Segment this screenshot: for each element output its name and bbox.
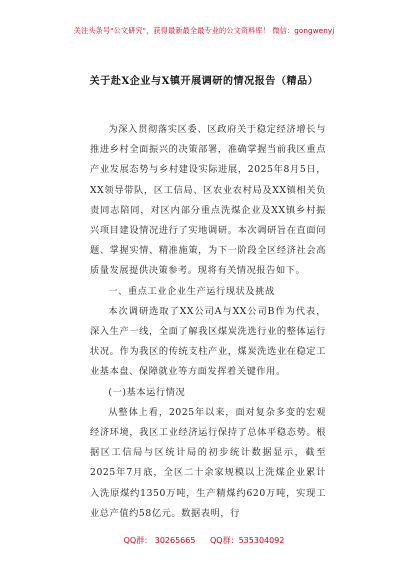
body-paragraph: 本次调研选取了XX公司A与XX公司B作为代表，深入生产一线，全面了解我区煤炭洗选行业的整体运行状况。作为我区的传统支柱产业，煤炭洗选业在稳定工业基本盘、保障就业等方面发挥着关键作用。: [90, 305, 326, 378]
intro-paragraph: 为深入贯彻落实区委、区政府关于稳定经济增长与推进乡村全面振兴的决策部署，准确掌握当前我区重点产业发展态势与乡村建设实际进展，2025年8月5日，XX领导带队，区工信局、区农业农村局及XX镇相关负责同志陪同，对区内部分重点洗煤企业及XX镇乡村振兴项目建设情况进行了实地调研。本次调研旨在直面问题、掌握实情、精准施策，为下一阶段全区经济社会高质量发展提供决策参考。现将有关情况报告如下。: [90, 124, 326, 277]
document-body: [90, 120, 326, 524]
footer-qq-group-1: QQ群： 30265665: [123, 536, 196, 545]
subsection-heading: (一)基本运行情况: [108, 386, 186, 398]
footer-qq-group-2: QQ群：535304092: [210, 536, 285, 545]
section-heading: 一、重点工业企业生产运行现状及挑战: [108, 285, 275, 297]
footer-contacts: [0, 535, 408, 546]
promo-banner: 关注头条号"公文研究"，获得最新最全最专业的公文资料库！ 微信：gongwenyj: [73, 26, 335, 35]
document-title: 关于赴X企业与X镇开展调研的情况报告（精品）: [89, 76, 319, 87]
body-paragraph: 从整体上看，2025年以来，面对复杂多变的宏观经济环境，我区工业经济运行保持了总体平稳态势。根据区工信局与区统计局的初步统计数据显示，截至2025年7月底，全区二十余家规模以上洗煤企业累计入洗原煤约1350万吨，生产精煤约620万吨，实现工业总产值约58亿元。数据表明，行: [90, 406, 326, 519]
